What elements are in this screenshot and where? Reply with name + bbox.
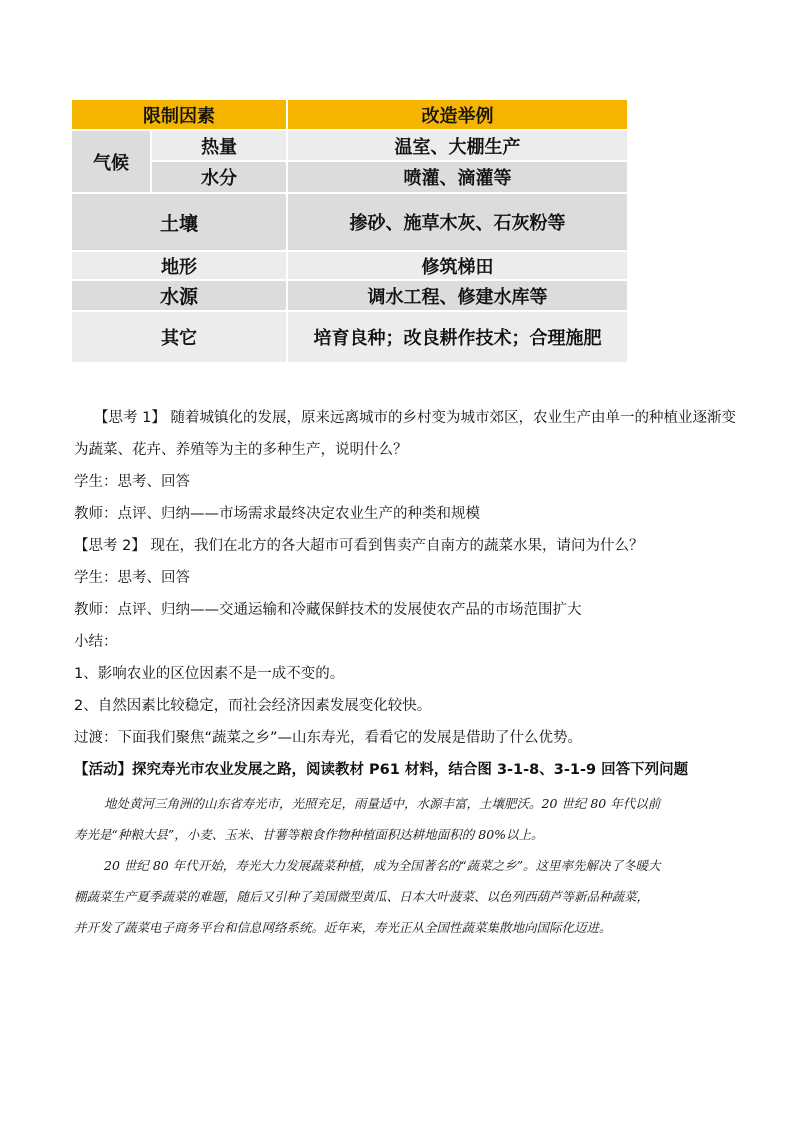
factor-water-source: 水源 xyxy=(72,281,286,310)
example-other: 培育良种；改良耕作技术；合理施肥 xyxy=(288,312,627,362)
summary-title: 小结： xyxy=(74,634,118,650)
factor-terrain: 地形 xyxy=(72,252,286,279)
example-water: 喷灌、滴灌等 xyxy=(288,162,627,192)
student2: 学生：思考、回答 xyxy=(74,570,190,586)
summary-item-1: 1、影响农业的区位因素不是一成不变的。 xyxy=(74,666,345,682)
header-example: 改造举例 xyxy=(288,100,627,129)
factor-other: 其它 xyxy=(72,312,286,362)
para2-line3: 并开发了蔬菜电子商务平台和信息网络系统。近年来，寿光正从全国性蔬菜集散地向国际化迈进。 xyxy=(74,920,612,935)
student1: 学生：思考、回答 xyxy=(74,474,190,490)
climate-cell: 气候 xyxy=(72,131,150,192)
factor-table xyxy=(72,100,627,362)
factor-water: 水分 xyxy=(152,162,286,192)
header-factor: 限制因素 xyxy=(72,100,286,129)
example-water-source: 调水工程、修建水库等 xyxy=(288,281,627,310)
para1-line2: 寿光是“种粮大县”，小麦、玉米、甘薯等粮食作物种植面积达耕地面积的 80%以上。 xyxy=(74,827,544,842)
factor-heat: 热量 xyxy=(152,131,286,160)
think1-line2: 为蔬菜、花卉、养殖等为主的多种生产，说明什么？ xyxy=(74,442,408,458)
example-terrain: 修筑梯田 xyxy=(288,252,627,279)
para2-line1: 20 世纪 80 年代开始，寿光大力发展蔬菜种植，成为全国著名的“蔬菜之乡”。这里率先解决了冬暖大 xyxy=(104,858,661,873)
example-heat: 温室、大棚生产 xyxy=(288,131,627,160)
para1-line1: 地处黄河三角洲的山东省寿光市，光照充足，雨量适中，水源丰富，土壤肥沃。20 世纪 80 年代以前 xyxy=(104,796,661,811)
teacher1: 教师：点评、归纳——市场需求最终决定农业生产的种类和规模 xyxy=(74,506,480,522)
summary-item-2: 2、自然因素比较稳定，而社会经济因素发展变化较快。 xyxy=(74,698,432,714)
example-soil: 掺砂、施草木灰、石灰粉等 xyxy=(288,194,627,250)
factor-soil: 土壤 xyxy=(72,194,286,250)
think2: 【思考 2】 现在，我们在北方的各大超市可看到售卖产自南方的蔬菜水果，请问为什么？ xyxy=(74,538,644,554)
para2-line2: 棚蔬菜生产夏季蔬菜的难题，随后又引种了美国微型黄瓜、日本大叶菠菜、以色列西葫芦等新品种蔬菜， xyxy=(74,889,650,904)
teacher2: 教师：点评、归纳——交通运输和冷藏保鲜技术的发展使农产品的市场范围扩大 xyxy=(74,602,582,618)
think1-line1: 【思考 1】 随着城镇化的发展，原来远离城市的乡村变为城市郊区，农业生产由单一的种植业逐渐变 xyxy=(94,410,736,426)
transition: 过渡：下面我们聚焦“蔬菜之乡”—山东寿光，看看它的发展是借助了什么优势。 xyxy=(74,730,583,746)
activity-heading: 【活动】探究寿光市农业发展之路，阅读教材 P61 材料，结合图 3-1-8、3-1-9 回答下列问题 xyxy=(74,762,689,778)
